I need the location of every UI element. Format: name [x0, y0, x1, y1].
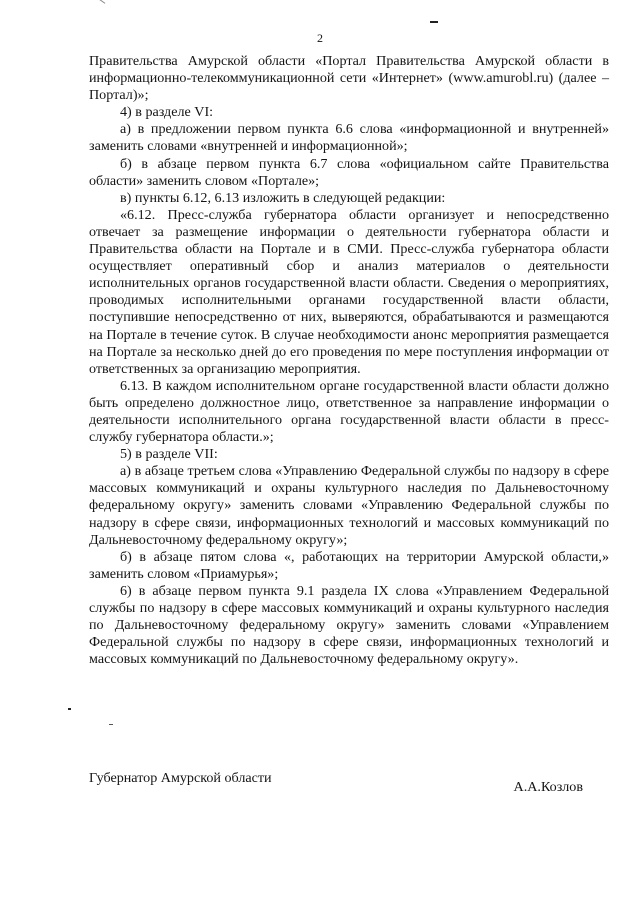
paragraph-item-4b: б) в абзаце первом пункта 6.7 слова «официальном сайте Правительства области» заменить словом «Портале»;: [89, 155, 609, 189]
scan-artifact-line: [97, 0, 106, 4]
paragraph-6-13: 6.13. В каждом исполнительном органе государственной власти области должно быть определено должностное лицо, ответственное за направление информации о деятельности исполнительного органа государственной власти области в пресс-службу губернатора области.»;: [89, 377, 609, 446]
document-body: [89, 53, 609, 668]
scan-artifact-dash: [430, 21, 438, 23]
paragraph-continuation: Правительства Амурской области «Портал Правительства Амурской области в информационно-телекоммуникационной сети «Интернет» (www.amurobl.ru) (далее – Портал)»;: [89, 53, 609, 104]
paragraph-6-12: «6.12. Пресс-служба губернатора области организует и непосредственно отвечает за размещение информации о деятельности губернатора области и Правительства области на Портале и в СМИ. Пресс-служба губернатора области осуществляет оперативный сбор и анализ материалов о деятельности исполнительных органов государственной власти области. Сведения о мероприятиях, проводимых исполнительными органами государственной власти области, поступившие непосредственно от них, выверяются, обрабатываются и размещаются на Портале в течение суток. В случае необходимости анонс мероприятия размещается на Портале за несколько дней до его проведения по мере поступления информации от ответственных за организацию мероприятия.: [89, 206, 609, 377]
paragraph-item-5a: а) в абзаце третьем слова «Управлению Федеральной службы по надзору в сфере массовых коммуникаций и охраны культурного наследия по Дальневосточному федеральному округу» заменить словами «Управлению Федеральной службы по надзору в сфере связи, информационных технологий и массовых коммуникаций по Дальневосточному федеральному округу»;: [89, 463, 609, 548]
paragraph-item-4c: в) пункты 6.12, 6.13 изложить в следующей редакции:: [120, 189, 446, 206]
scan-artifact-bullet: [68, 708, 71, 710]
paragraph-item-5: 5) в разделе VII:: [120, 446, 218, 463]
signatory-name: А.А.Козлов: [513, 779, 583, 795]
paragraph-item-4a: а) в предложении первом пункта 6.6 слова «информационной и внутренней» заменить словами «внутренней и информационной»;: [89, 121, 609, 155]
scan-artifact-tick: [109, 724, 113, 725]
page-number: 2: [317, 31, 323, 45]
signatory-title: Губернатор Амурской области: [89, 770, 272, 786]
paragraph-item-5b: б) в абзаце пятом слова «, работающих на территории Амурской области,» заменить словом «Приамурья»;: [89, 548, 609, 582]
paragraph-item-4: 4) в разделе VI:: [120, 104, 214, 121]
paragraph-item-6: 6) в абзаце первом пункта 9.1 раздела IX слова «Управлением Федеральной службы по надзору в сфере массовых коммуникаций и охраны культурного наследия по Дальневосточному федеральному округу» заменить словами «Управлением Федеральной службы по надзору в сфере связи, информационных технологий и массовых коммуникаций по Дальневосточному федеральному округу».: [89, 582, 609, 668]
